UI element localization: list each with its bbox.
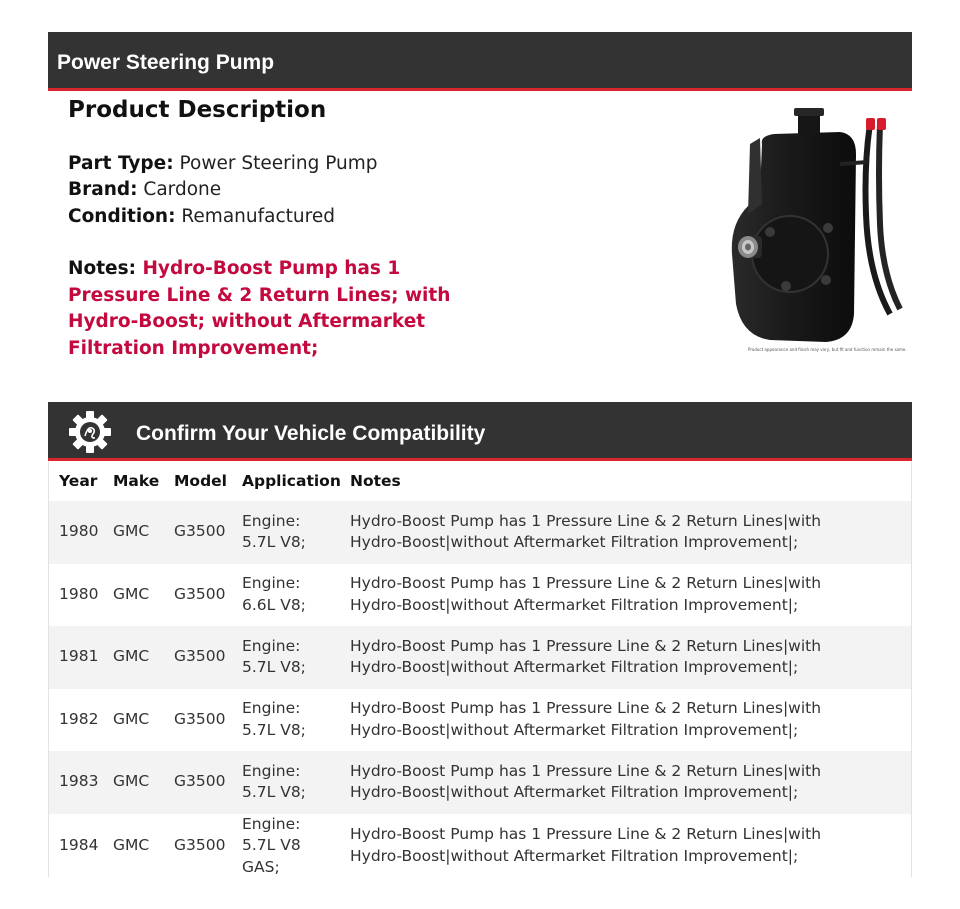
- table-row: [49, 626, 911, 689]
- brand-value: Cardone: [143, 179, 222, 201]
- product-notes: [68, 256, 478, 362]
- gear-icon: [68, 410, 112, 454]
- compat-table: [48, 461, 912, 877]
- product-specs: [68, 151, 378, 230]
- column-header-notes: Notes: [350, 472, 401, 490]
- table-row: [49, 689, 911, 752]
- table-row: [49, 751, 911, 814]
- product-image: [730, 104, 910, 354]
- cell-application: Engine: 5.7L V8;: [242, 699, 306, 739]
- compat-bar: [48, 402, 912, 461]
- table-row: [49, 501, 911, 564]
- column-header-model: Model: [174, 472, 227, 490]
- condition-row: [68, 204, 378, 230]
- notes-value: Hydro-Boost Pump has 1 Pressure Line & 2 Return Lines; with Hydro-Boost; without Aftermarket Filtration Improvement;: [68, 258, 451, 359]
- cell-year: 1982: [59, 709, 99, 728]
- cell-notes: Hydro-Boost Pump has 1 Pressure Line & 2 Return Lines|with Hydro-Boost|without Aftermarket Filtration Improvement|;: [350, 636, 822, 677]
- cell-application: Engine: 6.6L V8;: [242, 574, 306, 614]
- cell-notes: Hydro-Boost Pump has 1 Pressure Line & 2 Return Lines|with Hydro-Boost|without Aftermarket Filtration Improvement|;: [350, 511, 822, 552]
- description-heading: Product Description: [68, 97, 327, 123]
- cell-model: G3500: [174, 647, 226, 666]
- condition-label: Condition:: [68, 205, 176, 227]
- brand-label: Brand:: [68, 179, 138, 201]
- cell-notes: Hydro-Boost Pump has 1 Pressure Line & 2 Return Lines|with Hydro-Boost|without Aftermarket Filtration Improvement|;: [350, 825, 822, 866]
- cell-year: 1983: [59, 772, 99, 791]
- table-row: [49, 814, 911, 879]
- cell-notes: Hydro-Boost Pump has 1 Pressure Line & 2 Return Lines|with Hydro-Boost|without Aftermarket Filtration Improvement|;: [350, 761, 822, 802]
- table-row: [49, 564, 911, 627]
- cell-model: G3500: [174, 772, 226, 791]
- cell-year: 1980: [59, 584, 99, 603]
- cell-make: GMC: [113, 584, 150, 603]
- cell-application: Engine: 5.7L V8;: [242, 511, 306, 552]
- cell-notes: Hydro-Boost Pump has 1 Pressure Line & 2 Return Lines|with Hydro-Boost|without Aftermarket Filtration Improvement|;: [350, 699, 822, 739]
- cell-model: G3500: [174, 584, 226, 603]
- brand-row: [68, 177, 378, 203]
- cell-notes: Hydro-Boost Pump has 1 Pressure Line & 2 Return Lines|with Hydro-Boost|without Aftermarket Filtration Improvement|;: [350, 574, 822, 614]
- compat-title: Confirm Your Vehicle Compatibility: [136, 422, 486, 445]
- cell-application: Engine: 5.7L V8 GAS;: [242, 814, 301, 876]
- cell-make: GMC: [113, 647, 150, 666]
- column-header-year: Year: [59, 472, 98, 490]
- cell-year: 1984: [59, 836, 99, 855]
- cell-model: G3500: [174, 709, 226, 728]
- cell-application: Engine: 5.7L V8;: [242, 761, 306, 802]
- cell-year: 1981: [59, 647, 99, 666]
- part-type-label: Part Type:: [68, 153, 174, 174]
- cell-make: GMC: [113, 772, 150, 791]
- table-header-row: [49, 461, 911, 501]
- header-bar: [48, 32, 912, 91]
- cell-application: Engine: 5.7L V8;: [242, 636, 306, 677]
- condition-value: Remanufactured: [181, 205, 335, 227]
- cell-model: G3500: [174, 522, 226, 541]
- part-type-row: [68, 151, 378, 177]
- part-type-value: Power Steering Pump: [179, 153, 378, 174]
- image-caption: Product appearance and finish may vary, but fit and function remain the same.: [748, 347, 907, 352]
- cell-year: 1980: [59, 522, 99, 541]
- notes-label: Notes:: [68, 258, 136, 279]
- column-header-make: Make: [113, 472, 160, 490]
- cell-make: GMC: [113, 522, 150, 541]
- cell-model: G3500: [174, 836, 226, 855]
- header-title: Power Steering Pump: [57, 51, 275, 74]
- column-header-application: Application: [242, 472, 341, 490]
- cell-make: GMC: [113, 709, 150, 728]
- cell-make: GMC: [113, 836, 150, 855]
